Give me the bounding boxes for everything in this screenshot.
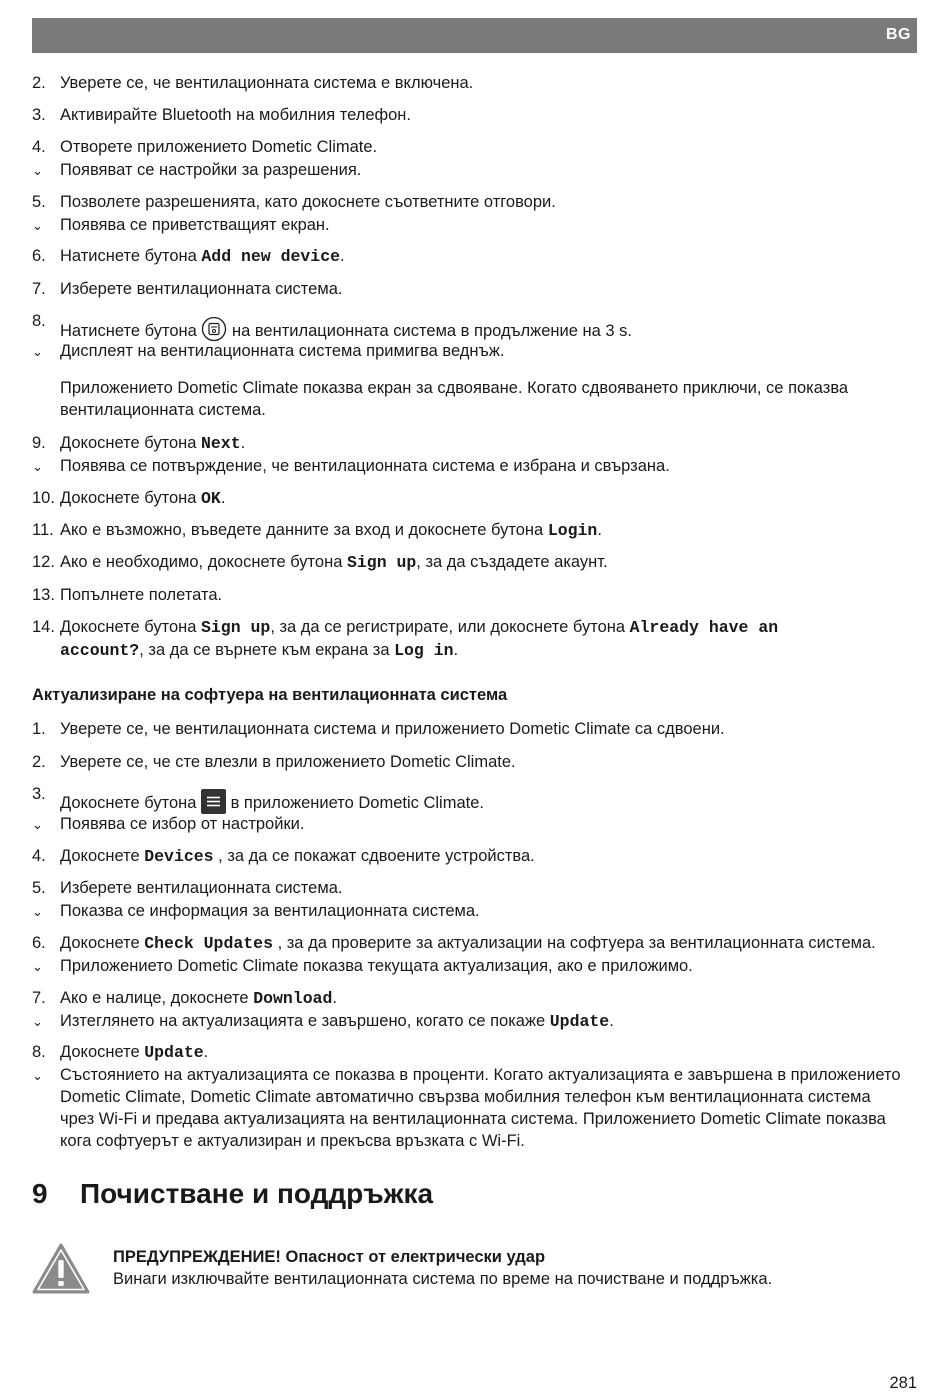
chevron-down-icon: ⌄ [32,344,43,359]
ui-label-update: Update [144,1043,204,1062]
warning-triangle-icon [32,1243,90,1300]
update-step-4: 4. Докоснете Devices , за да се покажат сдвоените устройства. [32,847,535,866]
chapter-heading [32,1178,433,1210]
ui-label-next: Next [201,434,241,453]
step-8-note: Приложението Dometic Climate показва екран за сдвояване. Когато сдвояването приключи, се показва вентилационната система. [60,379,849,419]
ui-label-check-updates: Check Updates [144,934,273,953]
chevron-down-icon: ⌄ [32,817,43,832]
update-step-8-result: ⌄ Състоянието на актуализацията се показва в проценти. Когато актуализацията е завършена в приложението Dometic Climate, Dometic Climate автоматично свързва мобилния телефон към вентилационната система чрез Wi-Fi и предава актуализацията на вентилационната система. Приложението Dometic Climate показва кога софтуерът е актуализиран и прекъсва връзката с Wi-Fi. [32,1066,901,1150]
chevron-down-icon: ⌄ [32,218,43,233]
update-step-5-result: ⌄ Показва се информация за вентилационната система. [32,900,902,922]
ui-label-add-new-device: Add new device [201,247,341,266]
ui-label-download: Download [253,989,333,1008]
ui-label-devices: Devices [144,847,214,866]
header-bar [32,18,917,53]
update-step-5: 5. Изберете вентилационната система. [32,879,343,897]
update-step-8: 8. Докоснете Update. [32,1043,209,1062]
update-step-3: 3. Докоснете бутона в приложението Dometic Climate. [32,783,902,820]
section-title: Актуализиране на софтуера на вентилационната система [32,686,508,704]
step-13: 13. Попълнете полетата. [32,586,223,604]
step-8-result: ⌄ Дисплеят на вентилационната система примигва веднъж. [32,340,902,362]
ui-label-already-have-an: Already have an [629,618,779,637]
step-11: 11. Ако е възможно, въведете данните за вход и докоснете бутона Login. [32,521,602,540]
step-9-result: ⌄ Появява се потвърждение, че вентилационната система е избрана и свързана. [32,455,902,477]
ui-label-update: Update [549,1012,610,1031]
update-step-6-result: ⌄ Приложението Dometic Climate показва текущата актуализация, ако е приложимо. [32,955,902,977]
chevron-down-icon: ⌄ [32,459,43,474]
ui-label-log-in: Log in [394,641,454,660]
update-step-1: 1. Уверете се, че вентилационната система и приложението Dometic Climate са сдвоени. [32,720,725,738]
step-4: 4. Отворете приложението Dometic Climate. [32,138,378,156]
step-2: 2. Уверете се, че вентилационната система е включена. [32,74,474,92]
step-9: 9. Докоснете бутона Next. [32,434,246,453]
ui-label-sign-up: Sign up [201,618,271,637]
chapter-number: 9 [32,1178,48,1209]
step-7: 7. Изберете вентилационната система. [32,280,343,298]
step-5-result: ⌄ Появява се приветстващият екран. [32,214,902,236]
chevron-down-icon: ⌄ [32,1014,43,1029]
ui-label-account: account? [60,641,140,660]
step-14: 14. Докоснете бутона Sign up, за да се регистрирате, или докоснете бутона Already have an account?, за да се върнете към екрана за Log in. [32,618,779,660]
update-step-7: 7. Ако е налице, докоснете Download. [32,989,337,1008]
chevron-down-icon: ⌄ [32,163,43,178]
chevron-down-icon: ⌄ [32,904,43,919]
ui-label-login: Login [547,521,598,540]
step-3: 3. Активирайте Bluetooth на мобилния телефон. [32,106,411,124]
update-step-2: 2. Уверете се, че сте влезли в приложението Dometic Climate. [32,753,516,771]
step-10: 10. Докоснете бутона OK. [32,489,226,508]
language-code: BG [886,26,911,43]
step-5: 5. Позволете разрешенията, като докоснете съответните отговори. [32,193,556,211]
update-step-3-result: ⌄ Появява се избор от настройки. [32,813,902,835]
step-12: 12. Ако е необходимо, докоснете бутона Sign up, за да създадете акаунт. [32,553,608,572]
step-6: 6. Натиснете бутона Add new device. [32,247,345,266]
chapter-title: Почистване и поддръжка [80,1178,434,1209]
chevron-down-icon: ⌄ [32,959,43,974]
ui-label-ok: OK [201,489,221,508]
ui-label-sign-up: Sign up [346,553,417,572]
update-step-7-result: ⌄ Изтеглянето на актуализацията е завършено, когато се покаже Update. [32,1012,614,1031]
step-4-result: ⌄ Появяват се настройки за разрешения. [32,159,902,181]
update-step-6: 6. Докоснете Check Updates , за да проверите за актуализации на софтуера за вентилационната система. [32,934,876,953]
step-8: 8. Натиснете бутона на вентилационната система в продължение на 3 s. [32,310,902,348]
warning-text: Винаги изключвайте вентилационната система по време на почистване и поддръжка. [113,1270,773,1288]
warning-title: ПРЕДУПРЕЖДЕНИЕ! Опасност от електрически удар [113,1248,546,1266]
page-number: 281 [889,1374,917,1392]
chevron-down-icon: ⌄ [32,1068,43,1083]
